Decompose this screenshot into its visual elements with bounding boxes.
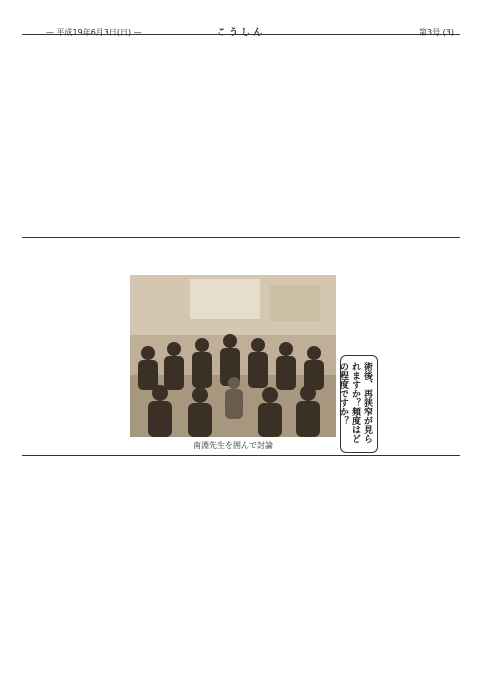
article-text-top-3: [120, 40, 217, 234]
article-text-top-2: [222, 40, 335, 234]
discussion-photo: [130, 275, 336, 437]
issue-date: — 平成19年6月3日(日) —: [46, 28, 142, 37]
article-text-bottom-3: [22, 460, 165, 665]
article-text-bottom-2: [170, 460, 314, 665]
column-rule-middle: [22, 237, 460, 238]
newsletter-title: こうしん: [216, 28, 265, 38]
column-rule-bottom: [22, 455, 460, 456]
article-text-top-1: [340, 40, 458, 234]
photo-caption: 南淵先生を囲んで討論: [193, 441, 273, 450]
page-header: [22, 26, 460, 40]
article-text-bottom-1: [320, 460, 458, 665]
header-rule: [22, 34, 460, 35]
article-text-top-4: [22, 40, 116, 234]
page-number: 第3号 (3): [419, 28, 454, 37]
question-box: [340, 355, 378, 453]
article-text-middle-left: [22, 242, 126, 452]
question-text: 術後、再狭窄が見られますか？頻度はどの程度ですか？: [338, 362, 372, 443]
